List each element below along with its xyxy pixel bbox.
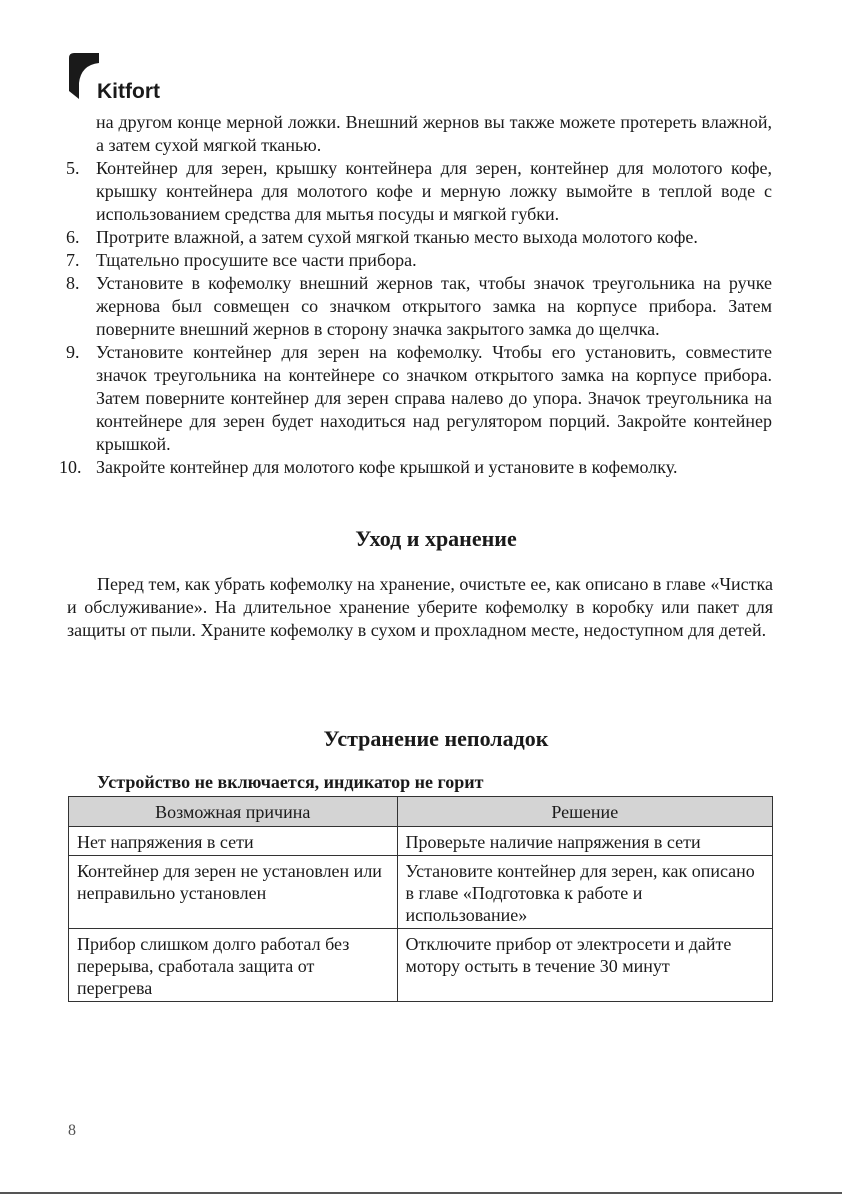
list-item-number: 6.: [66, 227, 80, 247]
bottom-rule: [0, 1192, 842, 1194]
list-item-number: 7.: [66, 250, 80, 270]
list-item-text: Закройте контейнер для молотого кофе крышкой и установите в кофемолку.: [96, 457, 678, 477]
list-item-text: Установите контейнер для зерен на кофемолку. Чтобы его установить, совместите значок треугольника на контейнере со значком открытого замка на корпусе прибора. Затем поверните контейнер для зерен справа налево до упора. Значок треугольника на контейнере для зерен будет находиться над регулятором порций. Закройте контейнер крышкой.: [96, 342, 772, 454]
table-caption: Устройство не включается, индикатор не горит: [97, 772, 484, 792]
list-item: [66, 249, 772, 272]
instruction-list: [59, 157, 772, 479]
solution-cell: Отключите прибор от электросети и дайте мотору остыть в течение 30 минут: [397, 929, 772, 1002]
list-item-number: 10.: [59, 457, 82, 477]
solution-cell: Проверьте наличие напряжения в сети: [397, 827, 772, 856]
list-item: [59, 456, 772, 479]
list-item-number: 5.: [66, 158, 80, 178]
table-row: [69, 827, 773, 856]
list-item-text: Контейнер для зерен, крышку контейнера для зерен, контейнер для молотого кофе, крышку контейнера для молотого кофе и мерную ложку вымойте в теплой воде с использованием средства для мытья посуды и мягкой губки.: [96, 158, 772, 224]
list-item-text: Тщательно просушите все части прибора.: [96, 250, 417, 270]
care-heading: Уход и хранение: [355, 526, 517, 551]
cause-cell: Нет напряжения в сети: [69, 827, 398, 856]
list-item-number: 8.: [66, 273, 80, 293]
table-header-row: [69, 797, 773, 827]
troubleshooting-table: [68, 796, 773, 1002]
list-item: [66, 157, 772, 226]
table-row: [69, 929, 773, 1002]
care-paragraph: Перед тем, как убрать кофемолку на хранение, очистьте ее, как описано в главе «Чистка и обслуживание». На длительное хранение уберите кофемолку в коробку или пакет для защиты от пыли. Храните кофемолку в сухом и прохладном месте, недоступном для детей.: [67, 574, 773, 640]
list-item-number: 9.: [66, 342, 80, 362]
column-header-cause: Возможная причина: [69, 797, 398, 827]
cause-cell: Контейнер для зерен не установлен или неправильно установлен: [69, 856, 398, 929]
list-item: [66, 341, 772, 456]
cause-cell: Прибор слишком долго работал без перерыва, сработала защита от перегрева: [69, 929, 398, 1002]
troubleshooting-heading: Устранение неполадок: [323, 726, 549, 751]
list-item: [66, 272, 772, 341]
continuation-text: на другом конце мерной ложки. Внешний жернов вы также можете протереть влажной, а затем сухой мягкой тканью.: [96, 112, 772, 155]
page-number: 8: [68, 1122, 76, 1139]
kitfort-logo-mark: [69, 53, 99, 99]
table-row: [69, 856, 773, 929]
column-header-solution: Решение: [397, 797, 772, 827]
list-item-text: Установите в кофемолку внешний жернов так, чтобы значок треугольника на ручке жернова был совмещен со значком открытого замка на корпусе прибора. Затем поверните внешний жернов в сторону значка закрытого замка до щелчка.: [96, 273, 772, 339]
list-item-text: Протрите влажной, а затем сухой мягкой тканью место выхода молотого кофе.: [96, 227, 698, 247]
solution-cell: Установите контейнер для зерен, как описано в главе «Подготовка к работе и использование»: [397, 856, 772, 929]
brand-name: Kitfort: [97, 80, 160, 103]
list-item: [66, 226, 772, 249]
